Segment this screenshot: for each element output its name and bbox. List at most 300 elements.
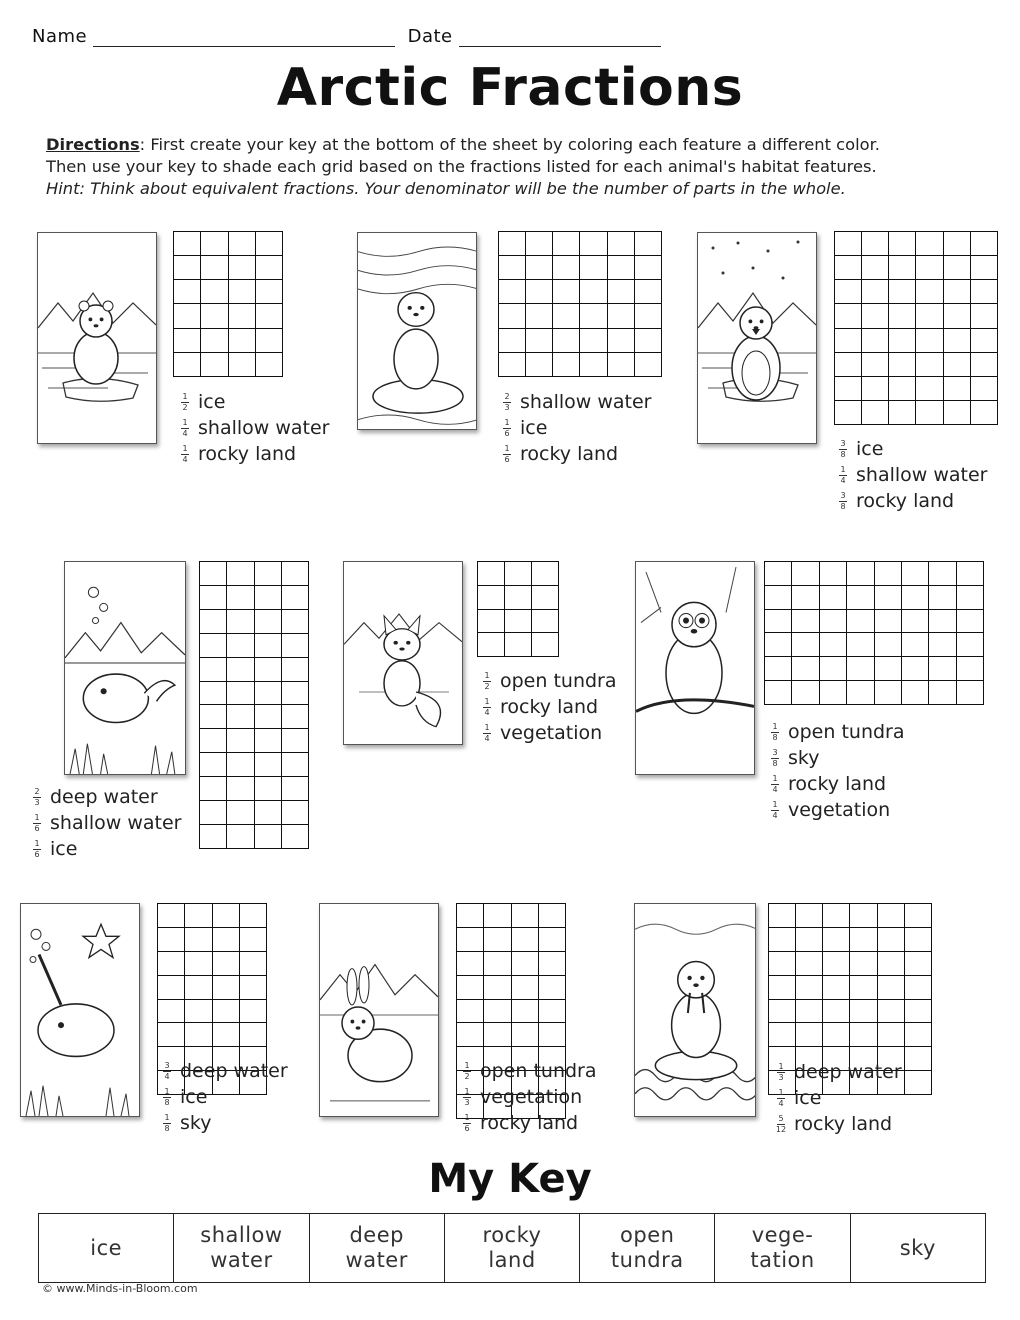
grid-cell[interactable]	[227, 777, 254, 801]
grid-cell[interactable]	[174, 256, 201, 280]
grid-cell[interactable]	[634, 328, 661, 352]
grid-cell[interactable]	[212, 999, 239, 1023]
grid-cell[interactable]	[228, 280, 255, 304]
grid-cell[interactable]	[862, 232, 889, 256]
grid-cell[interactable]	[227, 705, 254, 729]
grid-cell[interactable]	[227, 824, 254, 848]
grid-cell[interactable]	[532, 609, 559, 633]
grid-cell[interactable]	[847, 562, 874, 586]
grid-cell[interactable]	[239, 951, 266, 975]
grid-cell[interactable]	[254, 753, 281, 777]
grid-cell[interactable]	[943, 352, 970, 376]
grid-cell[interactable]	[553, 280, 580, 304]
grid-cell[interactable]	[929, 657, 956, 681]
grid-cell[interactable]	[862, 280, 889, 304]
grid-cell[interactable]	[227, 633, 254, 657]
grid-cell[interactable]	[200, 681, 227, 705]
grid-cell[interactable]	[634, 304, 661, 328]
grid-cell[interactable]	[769, 927, 796, 951]
grid-cell[interactable]	[796, 999, 823, 1023]
grid-cell[interactable]	[943, 280, 970, 304]
grid-cell[interactable]	[511, 1023, 538, 1047]
grid-cell[interactable]	[484, 951, 511, 975]
grid-cell[interactable]	[970, 280, 997, 304]
grid-cell[interactable]	[200, 633, 227, 657]
grid-cell[interactable]	[526, 304, 553, 328]
grid-cell[interactable]	[228, 232, 255, 256]
grid-cell[interactable]	[850, 951, 877, 975]
grid-cell[interactable]	[538, 1023, 565, 1047]
grid-cell[interactable]	[484, 975, 511, 999]
grid-cell[interactable]	[916, 400, 943, 424]
grid-cell[interactable]	[889, 352, 916, 376]
grid-cell[interactable]	[929, 633, 956, 657]
grid-cell[interactable]	[847, 681, 874, 705]
grid-cell[interactable]	[478, 609, 505, 633]
grid-cell[interactable]	[580, 328, 607, 352]
grid-cell[interactable]	[904, 1047, 931, 1071]
grid-cell[interactable]	[956, 633, 983, 657]
grid-cell[interactable]	[956, 585, 983, 609]
grid-cell[interactable]	[281, 824, 308, 848]
grid-cell[interactable]	[227, 657, 254, 681]
grid-cell[interactable]	[526, 232, 553, 256]
grid-cell[interactable]	[499, 328, 526, 352]
grid-cell[interactable]	[538, 975, 565, 999]
grid-cell[interactable]	[862, 352, 889, 376]
grid-cell[interactable]	[889, 232, 916, 256]
grid-cell[interactable]	[889, 280, 916, 304]
grid-cell[interactable]	[901, 562, 928, 586]
grid-cell[interactable]	[580, 352, 607, 376]
grid-cell[interactable]	[769, 999, 796, 1023]
grid-cell[interactable]	[956, 562, 983, 586]
grid-cell[interactable]	[796, 927, 823, 951]
grid-cell[interactable]	[553, 352, 580, 376]
grid-cell[interactable]	[765, 681, 792, 705]
key-cell-sky[interactable]: sky	[850, 1214, 985, 1283]
grid-cell[interactable]	[916, 376, 943, 400]
grid-cell[interactable]	[526, 328, 553, 352]
grid-cell[interactable]	[769, 951, 796, 975]
grid-cell[interactable]	[227, 585, 254, 609]
grid-cell[interactable]	[254, 681, 281, 705]
grid-cell[interactable]	[862, 376, 889, 400]
grid-cell[interactable]	[185, 975, 212, 999]
grid-cell[interactable]	[916, 232, 943, 256]
grid-cell[interactable]	[904, 1023, 931, 1047]
grid-cell[interactable]	[255, 256, 282, 280]
grid-cell[interactable]	[255, 280, 282, 304]
grid-cell[interactable]	[916, 304, 943, 328]
grid-cell[interactable]	[227, 562, 254, 586]
grid-cell[interactable]	[607, 280, 634, 304]
grid-cell[interactable]	[553, 256, 580, 280]
grid-cell[interactable]	[792, 609, 819, 633]
grid-cell[interactable]	[862, 328, 889, 352]
grid-cell[interactable]	[634, 232, 661, 256]
grid-cell[interactable]	[212, 951, 239, 975]
grid-cell[interactable]	[823, 1023, 850, 1047]
grid-cell[interactable]	[281, 633, 308, 657]
grid-cell[interactable]	[792, 657, 819, 681]
key-cell-ice[interactable]: ice	[39, 1214, 174, 1283]
grid-cell[interactable]	[158, 1023, 185, 1047]
grid-cell[interactable]	[916, 328, 943, 352]
grid-cell[interactable]	[819, 562, 846, 586]
name-field[interactable]	[93, 32, 395, 47]
grid-cell[interactable]	[281, 801, 308, 825]
grid-cell[interactable]	[457, 1023, 484, 1047]
grid-cell[interactable]	[538, 951, 565, 975]
grid-cell[interactable]	[862, 304, 889, 328]
grid-cell[interactable]	[607, 328, 634, 352]
grid-cell[interactable]	[850, 999, 877, 1023]
grid-cell[interactable]	[916, 280, 943, 304]
grid-cell[interactable]	[823, 999, 850, 1023]
grid-cell[interactable]	[281, 681, 308, 705]
grid-cell[interactable]	[281, 657, 308, 681]
grid-cell[interactable]	[255, 304, 282, 328]
grid-cell[interactable]	[200, 562, 227, 586]
grid-cell[interactable]	[796, 904, 823, 928]
grid-cell[interactable]	[478, 585, 505, 609]
grid-cell[interactable]	[901, 681, 928, 705]
grid-cell[interactable]	[254, 657, 281, 681]
grid-cell[interactable]	[281, 585, 308, 609]
grid-cell[interactable]	[255, 328, 282, 352]
grid-cell[interactable]	[227, 801, 254, 825]
grid-cell[interactable]	[929, 609, 956, 633]
grid-cell[interactable]	[765, 562, 792, 586]
grid-cell[interactable]	[484, 999, 511, 1023]
grid-cell[interactable]	[484, 927, 511, 951]
grid-cell[interactable]	[254, 585, 281, 609]
grid-cell[interactable]	[281, 705, 308, 729]
grid-cell[interactable]	[200, 705, 227, 729]
grid-cell[interactable]	[823, 927, 850, 951]
grid-cell[interactable]	[212, 904, 239, 928]
grid-cell[interactable]	[970, 400, 997, 424]
grid-cell[interactable]	[823, 904, 850, 928]
grid-cell[interactable]	[254, 824, 281, 848]
grid-cell[interactable]	[499, 352, 526, 376]
grid-cell[interactable]	[227, 609, 254, 633]
grid-cell[interactable]	[580, 304, 607, 328]
grid-cell[interactable]	[847, 657, 874, 681]
grid-cell[interactable]	[505, 562, 532, 586]
grid-cell[interactable]	[457, 904, 484, 928]
grid-cell[interactable]	[158, 975, 185, 999]
grid-cell[interactable]	[254, 801, 281, 825]
grid-cell[interactable]	[769, 1023, 796, 1047]
grid-cell[interactable]	[174, 304, 201, 328]
grid-cell[interactable]	[526, 256, 553, 280]
grid-cell[interactable]	[956, 681, 983, 705]
grid-cell[interactable]	[185, 927, 212, 951]
grid-cell[interactable]	[765, 609, 792, 633]
grid-cell[interactable]	[765, 585, 792, 609]
grid-cell[interactable]	[847, 633, 874, 657]
grid-cell[interactable]	[174, 352, 201, 376]
grid-cell[interactable]	[862, 400, 889, 424]
grid-cell[interactable]	[970, 304, 997, 328]
key-cell-deep-water[interactable]: deep water	[309, 1214, 444, 1283]
grid-cell[interactable]	[901, 657, 928, 681]
grid-cell[interactable]	[943, 328, 970, 352]
grid-cell[interactable]	[239, 1023, 266, 1047]
grid-cell[interactable]	[904, 1071, 931, 1095]
grid-cell[interactable]	[553, 304, 580, 328]
grid-cell[interactable]	[200, 753, 227, 777]
grid-cell[interactable]	[499, 304, 526, 328]
grid-cell[interactable]	[916, 352, 943, 376]
grid-cell[interactable]	[792, 633, 819, 657]
grid-cell[interactable]	[505, 585, 532, 609]
grid-cell[interactable]	[158, 951, 185, 975]
grid-cell[interactable]	[850, 904, 877, 928]
grid-cell[interactable]	[877, 1023, 904, 1047]
grid-cell[interactable]	[254, 609, 281, 633]
grid-cell[interactable]	[901, 585, 928, 609]
grid-cell[interactable]	[970, 328, 997, 352]
grid-cell[interactable]	[943, 376, 970, 400]
grid-cell[interactable]	[484, 904, 511, 928]
grid-cell[interactable]	[254, 633, 281, 657]
date-field[interactable]	[459, 32, 661, 47]
grid-cell[interactable]	[819, 633, 846, 657]
grid-cell[interactable]	[796, 975, 823, 999]
grid-cell[interactable]	[901, 609, 928, 633]
grid-cell[interactable]	[792, 562, 819, 586]
grid-cell[interactable]	[634, 352, 661, 376]
grid-cell[interactable]	[227, 729, 254, 753]
grid-cell[interactable]	[532, 585, 559, 609]
grid-cell[interactable]	[580, 232, 607, 256]
grid-cell[interactable]	[580, 256, 607, 280]
grid-cell[interactable]	[200, 657, 227, 681]
grid-cell[interactable]	[457, 951, 484, 975]
grid-cell[interactable]	[847, 609, 874, 633]
grid-cell[interactable]	[227, 753, 254, 777]
grid-cell[interactable]	[819, 585, 846, 609]
grid-cell[interactable]	[201, 232, 228, 256]
grid-cell[interactable]	[511, 904, 538, 928]
grid-cell[interactable]	[158, 927, 185, 951]
grid-cell[interactable]	[526, 280, 553, 304]
grid-cell[interactable]	[553, 328, 580, 352]
grid-cell[interactable]	[212, 1023, 239, 1047]
grid-cell[interactable]	[874, 681, 901, 705]
grid-cell[interactable]	[239, 927, 266, 951]
grid-cell[interactable]	[484, 1023, 511, 1047]
grid-cell[interactable]	[929, 585, 956, 609]
grid-cell[interactable]	[185, 1023, 212, 1047]
grid-cell[interactable]	[769, 904, 796, 928]
grid-cell[interactable]	[862, 256, 889, 280]
grid-cell[interactable]	[916, 256, 943, 280]
grid-cell[interactable]	[457, 999, 484, 1023]
grid-cell[interactable]	[634, 256, 661, 280]
grid-cell[interactable]	[956, 609, 983, 633]
grid-cell[interactable]	[511, 927, 538, 951]
key-cell-open-tundra[interactable]: open tundra	[580, 1214, 715, 1283]
grid-cell[interactable]	[201, 328, 228, 352]
grid-cell[interactable]	[607, 256, 634, 280]
grid-cell[interactable]	[457, 927, 484, 951]
grid-cell[interactable]	[904, 927, 931, 951]
grid-cell[interactable]	[929, 562, 956, 586]
grid-cell[interactable]	[943, 400, 970, 424]
key-cell-rocky-land[interactable]: rocky land	[444, 1214, 579, 1283]
grid-cell[interactable]	[200, 777, 227, 801]
grid-cell[interactable]	[281, 562, 308, 586]
grid-cell[interactable]	[499, 280, 526, 304]
grid-cell[interactable]	[634, 280, 661, 304]
grid-cell[interactable]	[239, 904, 266, 928]
grid-cell[interactable]	[765, 633, 792, 657]
grid-cell[interactable]	[970, 376, 997, 400]
grid-cell[interactable]	[819, 681, 846, 705]
grid-cell[interactable]	[889, 256, 916, 280]
grid-cell[interactable]	[889, 304, 916, 328]
grid-cell[interactable]	[511, 951, 538, 975]
grid-cell[interactable]	[228, 352, 255, 376]
grid-cell[interactable]	[874, 657, 901, 681]
grid-cell[interactable]	[943, 304, 970, 328]
grid-cell[interactable]	[255, 232, 282, 256]
grid-cell[interactable]	[877, 999, 904, 1023]
key-cell-vegetation[interactable]: vege- tation	[715, 1214, 850, 1283]
grid-cell[interactable]	[819, 609, 846, 633]
grid-cell[interactable]	[201, 280, 228, 304]
grid-cell[interactable]	[877, 904, 904, 928]
grid-cell[interactable]	[877, 951, 904, 975]
grid-cell[interactable]	[254, 562, 281, 586]
grid-cell[interactable]	[956, 657, 983, 681]
grid-cell[interactable]	[850, 927, 877, 951]
grid-cell[interactable]	[239, 999, 266, 1023]
grid-cell[interactable]	[765, 657, 792, 681]
grid-cell[interactable]	[478, 633, 505, 657]
grid-cell[interactable]	[499, 256, 526, 280]
grid-cell[interactable]	[904, 904, 931, 928]
grid-cell[interactable]	[200, 729, 227, 753]
grid-cell[interactable]	[478, 562, 505, 586]
grid-cell[interactable]	[511, 999, 538, 1023]
grid-cell[interactable]	[877, 975, 904, 999]
grid-cell[interactable]	[769, 975, 796, 999]
grid-cell[interactable]	[201, 304, 228, 328]
grid-cell[interactable]	[889, 376, 916, 400]
grid-cell[interactable]	[835, 400, 862, 424]
grid-cell[interactable]	[532, 633, 559, 657]
grid-cell[interactable]	[943, 232, 970, 256]
grid-cell[interactable]	[212, 975, 239, 999]
grid-cell[interactable]	[254, 729, 281, 753]
grid-cell[interactable]	[185, 999, 212, 1023]
grid-cell[interactable]	[835, 328, 862, 352]
grid-cell[interactable]	[158, 904, 185, 928]
grid-cell[interactable]	[904, 951, 931, 975]
grid-cell[interactable]	[538, 904, 565, 928]
grid-cell[interactable]	[227, 681, 254, 705]
grid-cell[interactable]	[889, 400, 916, 424]
grid-cell[interactable]	[538, 999, 565, 1023]
grid-cell[interactable]	[185, 951, 212, 975]
grid-cell[interactable]	[874, 562, 901, 586]
grid-cell[interactable]	[158, 999, 185, 1023]
grid-cell[interactable]	[607, 232, 634, 256]
grid-cell[interactable]	[607, 352, 634, 376]
grid-cell[interactable]	[796, 951, 823, 975]
grid-cell[interactable]	[874, 585, 901, 609]
grid-cell[interactable]	[174, 232, 201, 256]
grid-cell[interactable]	[553, 232, 580, 256]
grid-cell[interactable]	[929, 681, 956, 705]
grid-cell[interactable]	[835, 352, 862, 376]
grid-cell[interactable]	[874, 609, 901, 633]
grid-cell[interactable]	[174, 328, 201, 352]
grid-cell[interactable]	[457, 975, 484, 999]
grid-cell[interactable]	[943, 256, 970, 280]
grid-cell[interactable]	[254, 777, 281, 801]
grid-cell[interactable]	[505, 633, 532, 657]
grid-cell[interactable]	[185, 904, 212, 928]
grid-cell[interactable]	[904, 999, 931, 1023]
grid-cell[interactable]	[970, 352, 997, 376]
grid-cell[interactable]	[511, 975, 538, 999]
grid-cell[interactable]	[835, 376, 862, 400]
grid-cell[interactable]	[526, 352, 553, 376]
grid-cell[interactable]	[874, 633, 901, 657]
grid-cell[interactable]	[823, 951, 850, 975]
grid-cell[interactable]	[580, 280, 607, 304]
grid-cell[interactable]	[850, 975, 877, 999]
grid-cell[interactable]	[281, 753, 308, 777]
grid-cell[interactable]	[889, 328, 916, 352]
grid-cell[interactable]	[201, 352, 228, 376]
grid-cell[interactable]	[792, 681, 819, 705]
grid-cell[interactable]	[901, 633, 928, 657]
grid-cell[interactable]	[228, 256, 255, 280]
grid-cell[interactable]	[607, 304, 634, 328]
grid-cell[interactable]	[212, 927, 239, 951]
grid-cell[interactable]	[823, 975, 850, 999]
grid-cell[interactable]	[835, 256, 862, 280]
grid-cell[interactable]	[835, 280, 862, 304]
grid-cell[interactable]	[228, 304, 255, 328]
grid-cell[interactable]	[847, 585, 874, 609]
grid-cell[interactable]	[281, 777, 308, 801]
grid-cell[interactable]	[174, 280, 201, 304]
grid-cell[interactable]	[281, 729, 308, 753]
grid-cell[interactable]	[538, 927, 565, 951]
grid-cell[interactable]	[200, 824, 227, 848]
grid-cell[interactable]	[877, 927, 904, 951]
grid-cell[interactable]	[819, 657, 846, 681]
grid-cell[interactable]	[792, 585, 819, 609]
grid-cell[interactable]	[835, 304, 862, 328]
grid-cell[interactable]	[255, 352, 282, 376]
grid-cell[interactable]	[200, 585, 227, 609]
grid-cell[interactable]	[835, 232, 862, 256]
grid-cell[interactable]	[904, 975, 931, 999]
grid-cell[interactable]	[505, 609, 532, 633]
grid-cell[interactable]	[200, 801, 227, 825]
key-cell-shallow-water[interactable]: shallow water	[174, 1214, 309, 1283]
grid-cell[interactable]	[254, 705, 281, 729]
